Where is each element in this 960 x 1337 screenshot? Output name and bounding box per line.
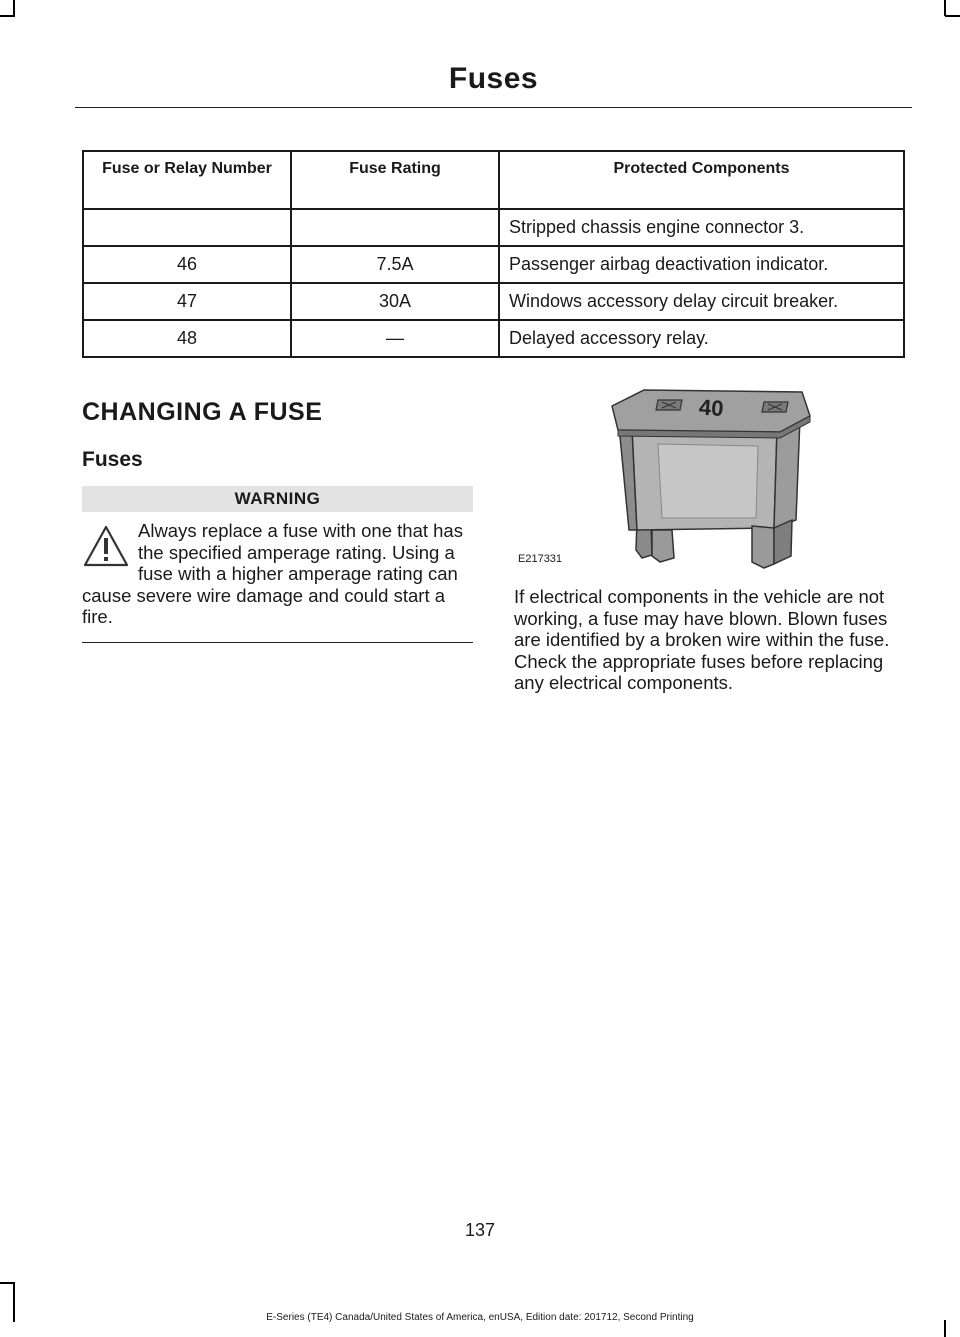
- fuse-rating-cell: [291, 209, 499, 246]
- crop-mark: [13, 0, 15, 16]
- protected-components-cell: Windows accessory delay circuit breaker.: [499, 283, 904, 320]
- crop-mark: [945, 15, 960, 17]
- fuse-table: [82, 150, 905, 358]
- fuse-rating-cell: 7.5A: [291, 246, 499, 283]
- fuse-rating-cell: —: [291, 320, 499, 357]
- section-title: CHANGING A FUSE: [82, 398, 323, 426]
- warning-body: [82, 512, 473, 643]
- protected-components-cell: Stripped chassis engine connector 3.: [499, 209, 904, 246]
- table-header-row: [83, 151, 904, 209]
- table-row: [83, 320, 904, 357]
- fuse-rating-cell: 30A: [291, 283, 499, 320]
- blade-fuse-image: [512, 380, 906, 575]
- column-header: Fuse or Relay Number: [83, 151, 291, 209]
- body-paragraph: If electrical components in the vehicle are not working, a fuse may have blown. Blown fuses are identified by a broken wire within the fuse. Check the appropriate fuses before replacing any electrical components.: [514, 586, 890, 693]
- figure-caption: E217331: [518, 553, 563, 565]
- column-header: Protected Components: [499, 151, 904, 209]
- warning-triangle-icon: [82, 524, 130, 568]
- fuse-amperage-label: 40: [698, 394, 725, 422]
- crop-mark: [0, 1282, 15, 1284]
- fuse-number-cell: 47: [83, 283, 291, 320]
- table-row: [83, 246, 904, 283]
- fuse-number-cell: 48: [83, 320, 291, 357]
- fuse-number-cell: [83, 209, 291, 246]
- page-header: [75, 60, 912, 108]
- protected-components-cell: Delayed accessory relay.: [499, 320, 904, 357]
- warning-heading: WARNING: [82, 486, 473, 512]
- page-title: Fuses: [448, 62, 539, 95]
- table-row: [83, 283, 904, 320]
- protected-components-cell: Passenger airbag deactivation indicator.: [499, 246, 904, 283]
- column-header: Fuse Rating: [291, 151, 499, 209]
- warning-text: Always replace a fuse with one that has the specified amperage rating. Using a fuse with a higher amperage rating can cause severe wire damage and could start a fire.: [82, 520, 463, 627]
- footer-edition: E-Series (TE4) Canada/United States of America, enUSA, Edition date: 201712, Second Printing: [266, 1312, 694, 1323]
- crop-mark: [944, 0, 946, 16]
- fuse-number-cell: 46: [83, 246, 291, 283]
- table-row: [83, 209, 904, 246]
- crop-mark: [0, 15, 15, 17]
- fuse-illustration: [512, 380, 906, 575]
- page-number: 137: [464, 1220, 496, 1240]
- subsection-title: Fuses: [82, 448, 143, 471]
- warning-box: [82, 486, 473, 643]
